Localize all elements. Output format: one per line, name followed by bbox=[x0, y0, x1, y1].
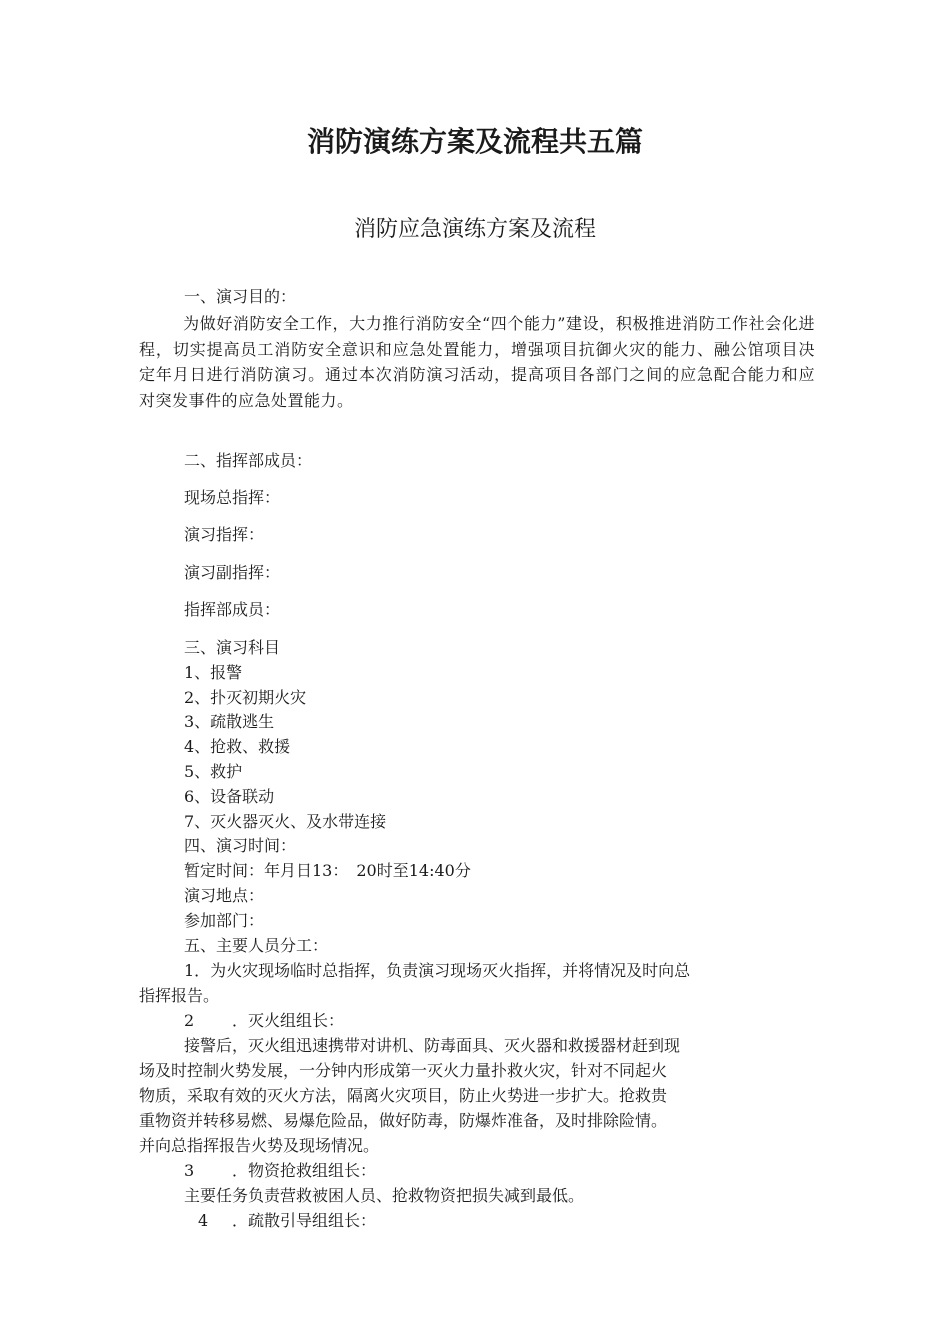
list-item: 3、疏散逃生 bbox=[184, 712, 275, 731]
role2-text: 并向总指挥报告火势及现场情况。 bbox=[139, 1136, 380, 1155]
role3-text: 主要任务负责营救被困人员、抢救物资把损失减到最低。 bbox=[184, 1186, 585, 1205]
section4-heading: 四、演习时间： bbox=[184, 836, 297, 855]
drill-time: 暂定时间：年月日13： 20时至14:40分 bbox=[184, 861, 471, 880]
drill-location: 演习地点： bbox=[184, 886, 265, 905]
role1-line: 指挥报告。 bbox=[139, 986, 220, 1005]
list-item: 5、救护 bbox=[184, 762, 243, 781]
role2-text: 接警后，灭火组迅速携带对讲机、防毒面具、灭火器和救援器材赶到现 bbox=[184, 1036, 681, 1055]
commander-field: 现场总指挥： bbox=[184, 488, 281, 507]
list-item: 1、报警 bbox=[184, 663, 243, 682]
section3-heading: 三、演习科目 bbox=[184, 638, 281, 657]
role2-text: 重物资并转移易燃、易爆危险品，做好防毒，防爆炸准备，及时排除险情。 bbox=[139, 1111, 668, 1130]
hq-members-field: 指挥部成员： bbox=[184, 600, 281, 619]
list-item: 6、设备联动 bbox=[184, 787, 275, 806]
role4-number: 4 bbox=[198, 1211, 209, 1230]
list-item: 4、抢救、救援 bbox=[184, 737, 291, 756]
document-title: 消防演练方案及流程共五篇 bbox=[306, 125, 643, 158]
section1-body-text: 为做好消防安全工作，大力推行消防安全“四个能力”建设，积极推进消防工作社会化进程，切实提高员工消防安全意识和应急处置能力，增强项目抗御火灾的能力、融公馆项目决定年月日进行消防演习。通过本次消防演习活动，提高项目各部门之间的应急配合能力和应对突发事件的应急处置能力。 bbox=[139, 314, 815, 410]
section1-heading: 一、演习目的： bbox=[184, 287, 297, 306]
list-item: 2、扑灭初期火灾 bbox=[184, 688, 307, 707]
role4-title: ．疏散引导组组长： bbox=[232, 1211, 377, 1230]
role3-number: 3 bbox=[184, 1161, 195, 1180]
role2-text: 物质，采取有效的灭火方法，隔离火灾项目，防止火势进一步扩大。抢救贵 bbox=[139, 1086, 668, 1105]
role2-number: 2 bbox=[184, 1011, 195, 1030]
section2-heading: 二、指挥部成员： bbox=[184, 451, 313, 470]
role2-text: 场及时控制火势发展，一分钟内形成第一灭火力量扑救火灾，针对不同起火 bbox=[139, 1061, 668, 1080]
list-item: 7、灭火器灭火、及水带连接 bbox=[184, 812, 387, 831]
role1-line: 1．为火灾现场临时总指挥，负责演习现场灭火指挥，并将情况及时向总 bbox=[184, 961, 691, 980]
document-subtitle: 消防应急演练方案及流程 bbox=[353, 217, 596, 242]
deputy-commander-field: 演习副指挥： bbox=[184, 563, 281, 582]
section1-body bbox=[139, 311, 815, 413]
drill-commander-field: 演习指挥： bbox=[184, 525, 265, 544]
participating-departments: 参加部门： bbox=[184, 911, 265, 930]
role3-title: ．物资抢救组组长： bbox=[232, 1161, 377, 1180]
role2-title: ．灭火组组长： bbox=[232, 1011, 345, 1030]
section5-heading: 五、主要人员分工： bbox=[184, 936, 329, 955]
